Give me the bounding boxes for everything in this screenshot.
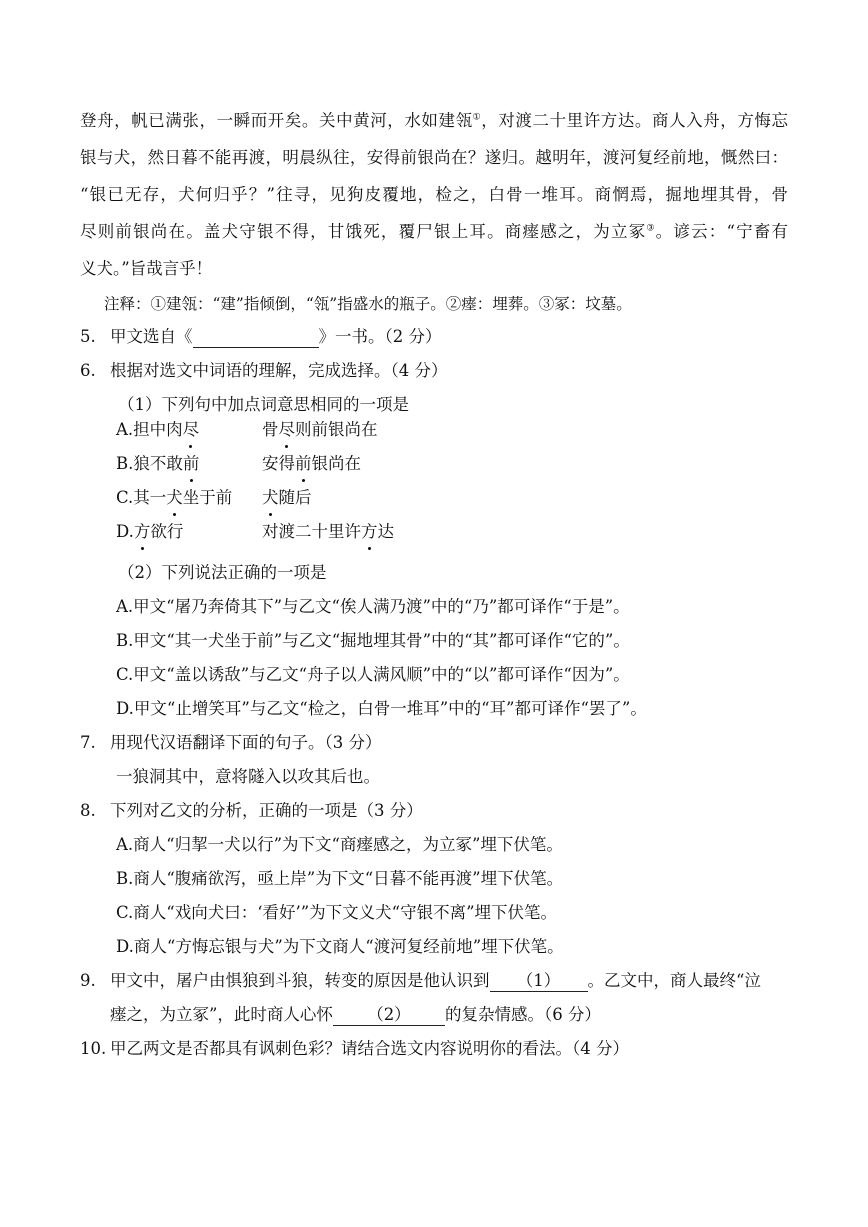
question-number: 8. xyxy=(80,801,96,820)
passage-text: 尽则前银尚在。盖犬守银不得，甘饿死，覆尸银上耳。商瘗感之，为立冢 xyxy=(80,222,647,241)
passage-note: 注释：①建瓴：“建”指倾倒，“瓴”指盛水的瓶子。②瘗：埋葬。③冢：坟墓。 xyxy=(104,295,632,313)
sub-question-1 xyxy=(118,393,409,417)
passage-line xyxy=(80,257,212,281)
answer-blank[interactable]: （1） xyxy=(490,971,588,992)
option-text: 达 xyxy=(377,522,394,541)
dotted-word: 方 xyxy=(361,520,378,544)
sub-question-2 xyxy=(118,561,327,585)
question-number: 5. xyxy=(80,327,96,346)
option-text: 银尚在 xyxy=(311,454,361,473)
option-text: 随后 xyxy=(278,488,312,507)
option-text: C.其一 xyxy=(116,488,167,507)
option-text: B.商人“腹痛欲泻，亟上岸”为下文“日暮不能再渡”埋下伏笔。 xyxy=(116,869,564,888)
statement-text: D.甲文“止增笑耳”与乙文“检之，白骨一堆耳”中的“耳”都可译作“罢了”。 xyxy=(116,699,647,718)
passage-text: ，对渡二十里许方达。商人入舟，方悔忘 xyxy=(481,111,788,130)
question-text-part: 甲文中，屠户由惧狼到斗狼，转变的原因是他认识到 xyxy=(110,971,490,990)
statement-d[interactable] xyxy=(116,697,647,721)
question-number: 7. xyxy=(80,733,96,752)
answer-blank[interactable] xyxy=(193,327,319,348)
option-text: D.商人“方悔忘银与犬”为下文商人“渡河复经前地”埋下伏笔。 xyxy=(116,937,564,956)
option-c[interactable] xyxy=(116,486,232,510)
option-b-compare xyxy=(262,452,361,476)
passage-line xyxy=(80,146,788,170)
option-text: A.担中肉 xyxy=(116,420,183,439)
question-text: 下列对乙文的分析，正确的一项是（3 分） xyxy=(110,801,423,820)
statement-text: C.甲文“盖以诱敌”与乙文“舟子以人满风顺”中的“以”都可译作“因为”。 xyxy=(116,665,630,684)
option-text: A.商人“归挈一犬以行”为下文“商瘗感之，为立冢”埋下伏笔。 xyxy=(116,835,563,854)
sub-question-text: （1）下列句中加点词意思相同的一项是 xyxy=(118,395,409,414)
translation-sentence xyxy=(116,765,380,789)
option-a-compare xyxy=(262,418,378,442)
dotted-word: 前 xyxy=(183,452,200,476)
passage-text: “银已无存，犬何归乎？”往寻，见狗皮覆地，检之，白骨一堆耳。商惘焉，掘地埋其骨，骨 xyxy=(80,185,788,204)
option-text: B.狼不敢 xyxy=(116,454,183,473)
passage-line xyxy=(80,109,788,133)
statement-c[interactable] xyxy=(116,663,630,687)
option-text: D. xyxy=(116,522,134,541)
option-c[interactable] xyxy=(116,901,557,925)
question-text-part: 甲文选自《 xyxy=(110,327,193,346)
question-number: 6. xyxy=(80,361,96,380)
passage-line xyxy=(80,220,788,244)
option-text: 欲行 xyxy=(150,522,184,541)
passage-text: 。谚云：“宁畜有 xyxy=(655,222,789,241)
dotted-word: 尽 xyxy=(279,418,296,442)
statement-b[interactable] xyxy=(116,629,630,653)
question-number: 9. xyxy=(80,971,96,990)
passage-line xyxy=(80,183,788,207)
option-d[interactable] xyxy=(116,520,183,544)
sub-question-text: （2）下列说法正确的一项是 xyxy=(118,563,327,582)
question-9-cont xyxy=(110,1003,601,1027)
question-text xyxy=(110,969,761,993)
question-text: 用现代汉语翻译下面的句子。（3 分） xyxy=(110,733,382,752)
question-text-part: 的复杂情感。（6 分） xyxy=(444,1005,601,1024)
option-d-compare xyxy=(262,520,394,544)
option-text: 骨 xyxy=(262,420,279,439)
option-text: 安得 xyxy=(262,454,295,473)
answer-blank[interactable]: （2） xyxy=(333,1005,445,1026)
question-text-part: 》一书。（2 分） xyxy=(318,327,442,346)
option-text: 坐于前 xyxy=(182,488,233,507)
footnote-marker: ① xyxy=(472,112,482,123)
option-text: 对渡二十里许 xyxy=(262,522,361,541)
footnote-marker: ③ xyxy=(646,223,656,234)
option-c-compare xyxy=(262,486,312,510)
question-text: 根据对选文中词语的理解，完成选择。（4 分） xyxy=(110,361,448,380)
passage-text: 银与犬，然日暮不能再渡，明晨纵往，安得前银尚在？遂归。越明年，渡河复经前地，慨然曰： xyxy=(80,148,788,167)
dotted-word: 前 xyxy=(295,452,312,476)
option-text: C.商人“戏向犬曰：‘看好’”为下文义犬“守银不离”埋下伏笔。 xyxy=(116,903,558,922)
option-text: 则前银尚在 xyxy=(295,420,378,439)
statement-a[interactable] xyxy=(116,595,630,619)
dotted-word: 尽 xyxy=(183,418,200,442)
dotted-word: 方 xyxy=(134,520,151,544)
passage-text: 登舟，帆已满张，一瞬而开矣。关中黄河，水如建瓴 xyxy=(80,111,473,130)
option-a[interactable] xyxy=(116,833,563,857)
option-d[interactable] xyxy=(116,935,564,959)
option-a[interactable] xyxy=(116,418,199,442)
option-b[interactable] xyxy=(116,452,199,476)
statement-text: B.甲文“其一犬坐于前”与乙文“掘地埋其骨”中的“其”都可译作“它的”。 xyxy=(116,631,630,650)
question-number: 10. xyxy=(80,1039,107,1058)
question-text xyxy=(110,325,442,349)
question-text-part: 瘗之，为立冢”，此时商人心怀 xyxy=(110,1005,333,1024)
dotted-word: 犬 xyxy=(166,486,183,510)
sentence-text: 一狼洞其中，意将隧入以攻其后也。 xyxy=(116,767,380,786)
passage-text: 义犬。”旨哉言乎！ xyxy=(80,259,213,278)
option-b[interactable] xyxy=(116,867,563,891)
question-text-part: 。乙文中，商人最终“泣 xyxy=(587,971,761,990)
statement-text: A.甲文“屠乃奔倚其下”与乙文“俟人满乃渡”中的“乃”都可译作“于是”。 xyxy=(116,597,630,616)
dotted-word: 犬 xyxy=(262,486,279,510)
question-text: 甲乙两文是否都具有讽刺色彩？请结合选文内容说明你的看法。（4 分） xyxy=(110,1039,629,1058)
